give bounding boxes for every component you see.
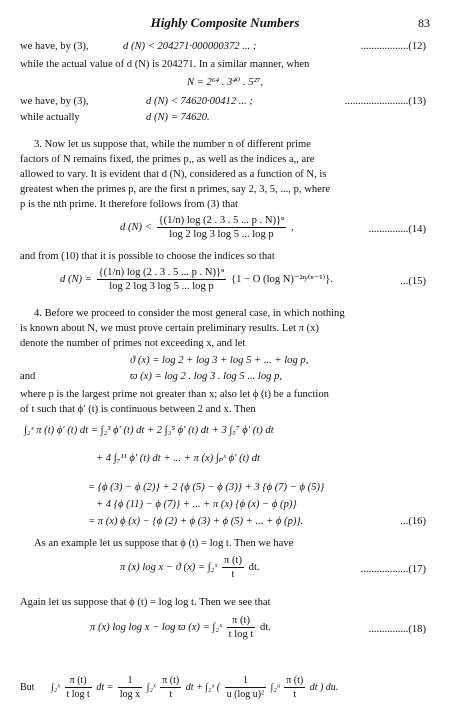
eq13-lead: we have, by (3), [20,96,89,107]
equation-but [20,674,338,701]
but-part-b: dt = [96,681,114,693]
eq14-numerator: {(1/n) log (2 . 3 . 5 ... p . N)}ⁿ [158,215,285,226]
but-part-e: ∫₂ᵘ [270,681,280,693]
eq18-tag: ...............(18) [368,624,426,635]
but-frac-c [160,674,181,701]
but-frac-b [118,674,142,701]
varpi-definition: ϖ (x) = log 2 . log 3 . log 5 ... log p, [130,371,283,382]
but-frac-c-num: π (t) [162,675,180,686]
eq16-line-3: = {ϕ (3) − ϕ (2)} + 2 {ϕ (5) − ϕ (3)} + 3 {ϕ (7) − ϕ (5)} [88,482,325,493]
eq17-denominator: t [231,569,235,580]
eq13-math: d (N) < 74620·00412 ... ; [146,96,253,107]
but-frac-d [225,674,266,701]
but-frac-d-num: 1 [225,674,266,688]
eq16-line-1: ∫₂ˣ π (t) ϕ′ (t) dt = ∫₂³ ϕ′ (t) dt + 2 ∫₃⁵ ϕ′ (t) dt + 3 ∫₅⁷ ϕ′ (t) dt [24,425,274,436]
eq13b-lead: while actually [20,112,80,123]
but-frac-c-den: t [169,689,173,700]
paragraph-line: where p is the largest prime not greater than x; also let ϕ (t) be a function [20,389,329,400]
eq18-fraction [227,614,256,641]
but-part-f: dt ) du. [309,681,339,693]
eq17-lhs: π (x) log x − ϑ (x) = ∫₂ˣ [120,561,218,573]
paragraph-line: 3. Now let us suppose that, while the number n of different prime [34,139,311,150]
eq18-tail: dt. [260,621,271,633]
eq15-denominator: log 2 log 3 log 5 ... log p [109,281,214,292]
paragraph-line: denote the number of primes not exceeding x, and let [20,338,246,349]
eq16-line-2: + 4 ∫₇¹¹ ϕ′ (t) dt + ... + π (x) ∫ₚˣ ϕ′ (t) dt [96,453,260,464]
paragraph-line: p is the nth prime. It therefore follows from (3) that [20,199,238,210]
paragraph-line: of t such that ϕ′ (t) is continuous between 2 and x. Then [20,404,256,415]
equation-15 [60,266,333,293]
paragraph-line: is known about N, we must prove certain preliminary results. Let π (x) [20,323,319,334]
eq18-numerator: π (t) [227,614,256,628]
eq15-fraction [97,266,227,293]
eq15-tail: {1 − O (log N)⁻²ⁿ⁄⁽ⁿ⁻¹⁾}. [231,273,333,285]
eq14-denominator: log 2 log 3 log 5 ... log p [169,229,274,240]
eq18-denominator: t log t [228,629,254,640]
eq15-lhs: d (N) = [60,273,92,285]
but-frac-a-den: t log t [66,689,90,700]
but-frac-a-num: π (t) [65,674,92,688]
paragraph-line: allowed to vary. It is evident that d (N), considered as a function of N, is [20,169,327,180]
eq17-tail: dt. [248,561,260,573]
but-frac-e-num: π (t) [286,675,304,686]
eq18-lhs: π (x) log log x − log ϖ (x) = ∫₂ˣ [90,621,222,633]
theta-definition: ϑ (x) = log 2 + log 3 + log 5 + ... + log p, [130,355,309,366]
eq12-tag: ..................(12) [360,41,426,52]
but-frac-e [284,674,305,701]
eq17-tag: ..................(17) [360,564,426,575]
text-line: and from (10) that it is possible to choose the indices so that [20,251,275,262]
eq14-tag: ...............(14) [368,224,426,235]
but-word: But [20,681,35,693]
but-part-d: dt + ∫₂ˣ ( [185,681,221,693]
equation-14 [120,214,294,241]
paragraph-line: factors of N remains fixed, the primes p,, as well as the indices a,, are [20,154,315,165]
but-frac-a [65,674,92,701]
but-frac-d-den: u (log u)² [226,689,265,700]
and-word: and [20,371,36,382]
equation-18 [90,614,271,641]
text-line: As an example let us suppose that ϕ (t) = log t. Then we have [34,538,294,549]
eq13b-math: d (N) = 74620. [146,112,210,123]
but-frac-e-den: t [293,689,297,700]
paragraph-line: 4. Before we proceed to consider the most general case, in which nothing [34,308,345,319]
page-number: 83 [418,16,430,30]
running-header: Highly Composite Numbers [150,15,300,30]
but-part-a: ∫₂ˣ [50,681,60,693]
eq12-lead: we have, by (3), [20,41,89,52]
but-frac-b-den: log x [119,689,141,700]
but-part-c: ∫₂ˣ [146,681,156,693]
eq16-line-5: = π (x) ϕ (x) − {ϕ (2) + ϕ (3) + ϕ (5) + ... + ϕ (p)}. [88,516,304,527]
eq15-numerator: {(1/n) log (2 . 3 . 5 ... p . N)}ⁿ [98,267,225,278]
equation-17 [120,554,260,581]
but-frac-b-num: 1 [118,674,142,688]
eq16-line-4: + 4 {ϕ (11) − ϕ (7)} + ... + π (x) {ϕ (x) − ϕ (p)} [96,499,297,510]
paragraph-line: greatest when the primes p, are the first n primes, say 2, 3, 5, ..., p, where [20,184,331,195]
eq13-tag: ........................(13) [344,96,426,107]
text-line: while the actual value of d (N) is 204271. In a similar manner, when [20,59,310,70]
text-line: Again let us suppose that ϕ (t) = log log t. Then we see that [20,597,271,608]
equation-N: N = 2⁶⁴ . 3⁴⁰ . 5²⁷, [186,77,264,88]
eq14-fraction [157,214,287,241]
eq17-numerator: π (t) [223,555,242,566]
eq15-tag: ...(15) [400,276,426,287]
eq14-tail: , [291,221,294,233]
eq17-fraction [222,554,244,581]
eq16-tag: ...(16) [400,516,426,527]
eq14-lhs: d (N) < [120,221,152,233]
eq12-math: d (N) < 204271·000000372 ... ; [123,41,257,52]
